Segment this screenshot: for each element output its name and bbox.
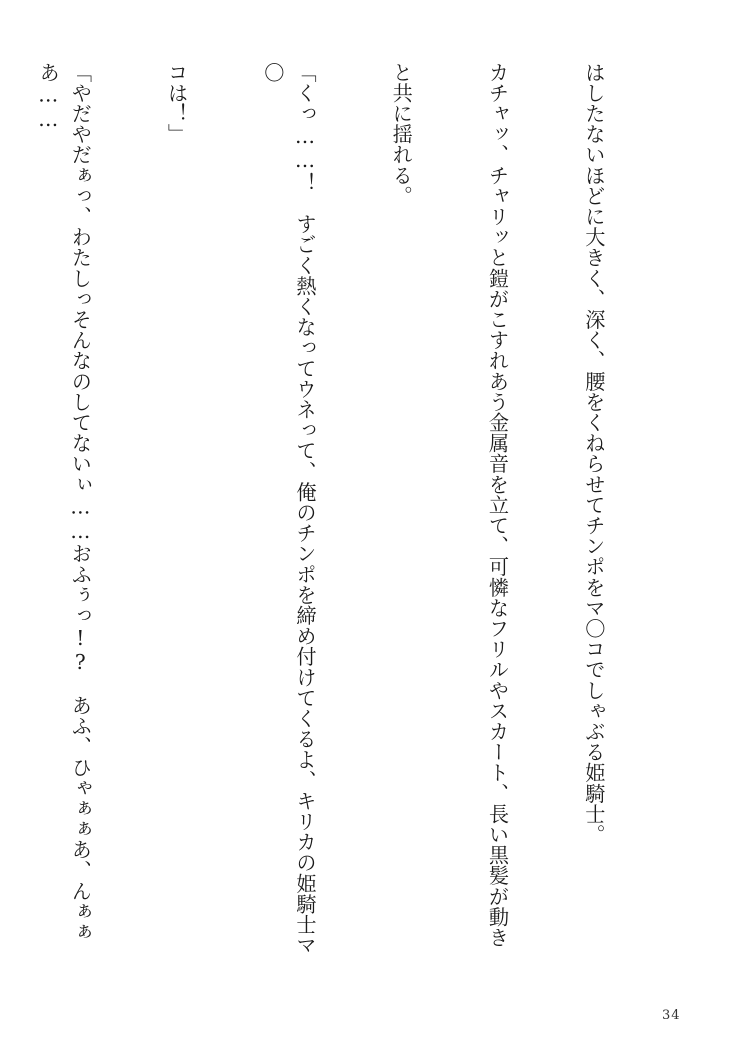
- vertical-text-block: [0, 62, 674, 962]
- text-line: コは！」: [164, 62, 189, 145]
- text-line: カチャッ、チャリッと鎧がこすれあう金属音を立て、可憐なフリルやスカート、長い黒髪が動き: [485, 62, 510, 948]
- page-number: 34: [662, 1008, 681, 1023]
- text-line: はしたないほどに大きく、深く、腰をくねらせてチンポをマ〇コでしゃぶる姫騎士。: [581, 62, 606, 845]
- text-line: 「くっ……！ すごく熱くなってウネって、俺のチンポを締め付けてくるよ、キリカの姫騎士マ〇: [260, 62, 317, 956]
- text-line: と共に揺れる。: [389, 62, 414, 207]
- text-line: 「やだやだぁっ、わたしっそんなのしてないぃ……おふぅっ!? あふ、ひゃぁぁあ、んぁぁあ……: [36, 62, 93, 943]
